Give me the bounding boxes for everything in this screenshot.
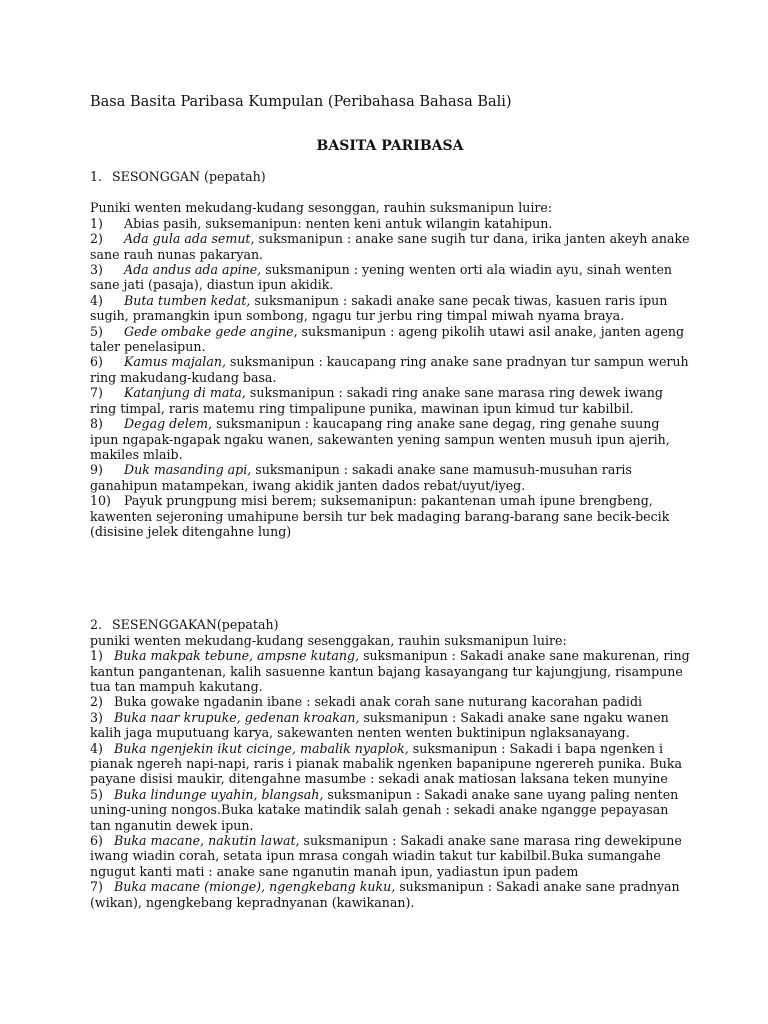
main-heading: BASITA PARIBASA <box>316 138 464 154</box>
item-number: 10) <box>90 493 111 509</box>
sesonggan-list <box>90 216 690 540</box>
item-text: suksmanipun : Sakadi anake sane ngaku wanen kalih jaga muputuang karya, sakewanten nenten wenten buktinipun nglaksanayang. <box>90 709 669 741</box>
item-term: Buka makpak tebune, ampsne kutang, <box>114 648 360 664</box>
item-text: Abias pasih, suksemanipun: nenten keni antuk wilangin katahipun. <box>124 215 553 231</box>
list-item <box>90 231 690 262</box>
item-text: suksmanipun : kaucapang ring anake sane pradnyan tur sampun weruh ring makudang-kudang basa. <box>90 354 689 385</box>
item-text: suksmanipun : Sakadi anake sane pradnyan (wikan), ngengkebang kepradnyanan (kawikanan). <box>90 879 680 910</box>
item-text: suksmanipun : ageng pikolih utawi asil anake, janten ageng taler penelasipun. <box>90 323 685 355</box>
item-number: 1) <box>90 648 103 664</box>
item-term: Ada andus ada apine, <box>124 262 262 278</box>
item-text: suksmanipun : Sakadi anake sane marasa ring dewekipune iwang wiadin corah, setata ipun mrasa congah wiadin takut tur kabilbil.Buka sumangahe ngugut kanti mati : anake sane nganutin manah ipun, yadiastun ipun padem <box>90 833 682 879</box>
section-title <box>90 169 690 184</box>
list-item <box>90 462 690 493</box>
section-title-text: SESENGGAKAN(pepatah) <box>112 617 279 633</box>
section-title-text: SESONGGAN (pepatah) <box>112 169 266 184</box>
section-number: 2. <box>90 617 103 633</box>
item-number: 6) <box>90 354 103 370</box>
list-item <box>90 741 690 787</box>
spacer <box>90 539 690 617</box>
item-term: Buta tumben kedat, <box>124 292 251 308</box>
section-intro: puniki wenten mekudang-kudang sesenggakan, rauhin suksmanipun luire: <box>90 632 567 648</box>
item-term: Buka ngenjekin ikut cicinge, mabalik nyaplok, <box>114 740 409 756</box>
item-text: suksmanipun : Sakadi anake sane makurenan, ring kantun pangantenan, kalih sasuenne kantun bajang kasayangang tur kajungjung, risampune tua tan mampuh kakutang. <box>90 648 690 694</box>
item-term: Buka macane (mionge), ngengkebang kuku, <box>114 879 396 895</box>
list-item <box>90 787 690 833</box>
section-number: 1. <box>90 169 103 184</box>
item-text: suksmanipun : anake sane sugih tur dana, irika janten akeyh anake sane rauh nunas pakaryan. <box>90 231 690 262</box>
list-item <box>90 833 690 879</box>
item-text: suksmanipun : sakadi anake sane pecak tiwas, kasuen raris ipun sugih, pramangkin ipun sombong, ngagu tur jerbu ring timpal miwah nyama braya. <box>90 292 668 324</box>
item-number: 3) <box>90 709 103 725</box>
section-title <box>90 617 690 632</box>
list-item <box>90 416 690 462</box>
list-item <box>90 710 690 741</box>
item-number: 1) <box>90 215 103 231</box>
section-intro: Puniki wenten mekudang-kudang sesonggan, rauhin suksmanipun luire: <box>90 200 553 216</box>
list-item <box>90 354 690 385</box>
item-number: 4) <box>90 740 103 756</box>
list-item <box>90 216 690 231</box>
document-page <box>90 93 690 910</box>
list-item <box>90 879 690 910</box>
item-term: Katanjung di mata, <box>124 385 246 401</box>
item-number: 3) <box>90 262 103 278</box>
item-term: Buka lindunge uyahin, blangsah, <box>114 786 324 802</box>
sesenggakan-list <box>90 648 690 910</box>
item-term: Gede ombake gede angine, <box>124 323 298 339</box>
list-item <box>90 293 690 324</box>
section-sesenggakan <box>90 617 690 910</box>
item-number: 9) <box>90 462 103 478</box>
item-number: 7) <box>90 385 103 401</box>
item-text: suksmanipun : Sakadi i bapa ngenken i pianak ngereh napi-napi, raris i pianak mabalik ngenken bapanipune ngerereh punika. Buka payane disisi maukir, ditengahne masumbe : sekadi anak matiosan laksana teken munyine <box>90 740 682 787</box>
item-text: suksmanipun : yening wenten orti ala wiadin ayu, sinah wenten sane jati (pasaja), diastun ipun akidik. <box>90 262 673 293</box>
section-sesonggan <box>90 169 690 539</box>
item-number: 5) <box>90 323 103 339</box>
item-text: suksmanipun : Sakadi anake sane uyang paling nenten uning-uning nongos.Buka katake matindik salah genah : sekadi anake ngangge pepayasan tan nganutin dewek ipun. <box>90 786 679 833</box>
item-term: Duk masanding api, <box>124 462 252 478</box>
list-item <box>90 324 690 355</box>
item-number: 2) <box>90 231 103 247</box>
item-number: 6) <box>90 833 103 849</box>
item-term: Ada gula ada semut, <box>124 231 255 247</box>
item-number: 2) <box>90 694 103 710</box>
document-title: Basa Basita Paribasa Kumpulan (Peribahasa Bahasa Bali) <box>90 94 512 110</box>
item-text: Payuk prungpung misi berem; suksemanipun: pakantenan umah ipune brengbeng, kawenten sejeroning umahipune bersih tur bek madaging barang-barang sane becik-becik (disisine jelek ditengahne lung) <box>90 493 670 539</box>
item-text: Buka gowake ngadanin ibane : sekadi anak corah sane nuturang kacorahan padidi <box>114 694 643 710</box>
list-item <box>90 262 690 293</box>
item-term: Buka macane, nakutin lawat, <box>114 833 300 849</box>
item-number: 5) <box>90 786 103 802</box>
item-term: Kamus majalan, <box>124 354 226 370</box>
item-term: Degag delem, <box>124 416 213 432</box>
item-number: 7) <box>90 879 103 895</box>
item-text: suksmanipun : sakadi anake sane mamusuh-musuhan raris ganahipun matampekan, iwang akidik janten dados rebat/uyut/iyeg. <box>90 462 632 493</box>
list-item <box>90 493 690 539</box>
list-item <box>90 648 690 694</box>
item-text: suksmanipun : kaucapang ring anake sane degag, ring genahe suung ipun ngapak-ngapak ngaku wanen, sakewanten yening sampun wenten musuh ipun ajerih, makiles mlaib. <box>90 416 670 462</box>
item-text: suksmanipun : sakadi ring anake sane marasa ring dewek iwang ring timpal, raris matemu ring timpalipune punika, mawinan ipun kimud tur kabilbil. <box>90 385 663 416</box>
list-item <box>90 385 690 416</box>
item-number: 8) <box>90 416 103 432</box>
item-number: 4) <box>90 292 103 308</box>
item-term: Buka naar krupuke, gedenan kroakan, <box>114 709 360 725</box>
list-item <box>90 694 690 709</box>
